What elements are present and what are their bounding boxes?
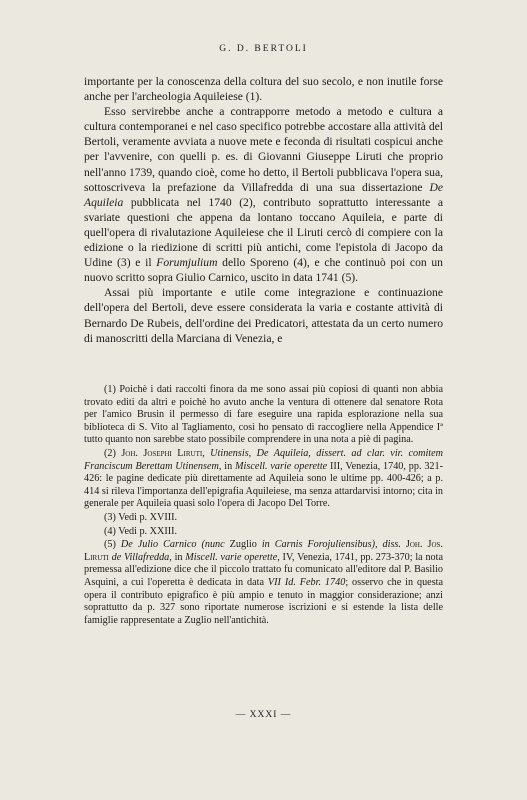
paragraph-3: Assai più importante e utile come integrazione e continuazione dell'opera del Bertoli, deve essere considerata la varia e costante attività di Bernardo De Rubeis, dell'ordine dei Predicatori, attestata da un certo numero di manoscritti della Marciana di Venezia, e xyxy=(84,286,443,345)
footnote-2-author: Joh. Josephi Liruti xyxy=(121,447,203,459)
footnote-2-in: , in xyxy=(218,460,236,472)
footnote-2-collection: Miscell. varie operette xyxy=(235,460,328,472)
footnote-5-title: De Julio Carnico (nunc xyxy=(120,539,225,551)
footnote-2 xyxy=(84,448,443,511)
running-head: G. D. BERTOLI xyxy=(219,44,308,54)
paragraph-2-part-c: dello Sporeno (4), e che continuò poi con un nuovo scritto sopra Giulio Carnico, uscito in data 1741 (5). xyxy=(84,256,443,285)
main-text xyxy=(84,74,443,346)
footnote-4: (4) Vedi p. XXIII. xyxy=(104,525,178,537)
footnote-3: (3) Vedi p. XVIII. xyxy=(104,511,178,523)
footnote-5-in: , in xyxy=(169,551,186,563)
footnote-5-author: Joh. Jos. Liruti xyxy=(84,539,443,563)
footnote-5-villafredda: de Villafredda xyxy=(111,551,170,563)
footnote-5-mid: , IV, Venezia, 1741, pp. 273-370; la nota premessa all'edizione dice che il piccolo trattato fu comunicato all'editore dal P. Basilio Asquini, a cui l'operetta è dedicata in data xyxy=(84,551,443,588)
paragraph-2-part-b: pubblicata nel 1740 (2), contributo soprattutto interessante a svariate questioni che appena da lontano toccano Aquileia, e parte di quell'opera di rivalutazione Aquileiese che il Liruti cercò di compiere con la edizione o la riedizione di scritti più antichi, come l'epistola di Jacopo da Udine (3) e il xyxy=(84,195,443,270)
footnote-1: (1) Poichè i dati raccolti finora da me sono assai più copiosi di quanti non abbia trovato editi da altri e poichè ho avuto anche la ventura di ottenere dal senatore Rota per l'amico Brusin il permesso di fare eseguire una rapida esplorazione nella sua biblioteca di S. Vito al Tagliamento, così ho pensato di raccogliere nella Appendice Iª tutto quanto non sarebbe stato possibile comprendere in una nota a piè di pagina. xyxy=(84,384,443,446)
footnote-5-title-cont: in Carnis Forojuliensibus), diss. xyxy=(261,539,401,551)
footnote-5 xyxy=(84,539,443,627)
title-de-aquileia: De Aquileia xyxy=(84,180,443,209)
footnote-2-title: Utinensis, De Aquileia, dissert. ad clar. vir. comitem Franciscum Berettam Utinensem xyxy=(84,447,443,472)
footnote-5-collection: Miscell. varie operette xyxy=(185,551,278,563)
paragraph-2 xyxy=(84,104,443,285)
footnotes xyxy=(84,384,443,628)
footnote-2-sep: , xyxy=(202,447,211,459)
footnote-5-zuglio: Zuglio xyxy=(224,539,262,551)
footnote-5-end: ; osservo che in questa opera il contributo epigrafico è più ampio e tenuto in maggior considerazione; anzi soprattutto da p. 327 sono riportate numerose iscrizioni e si estende la lista delle famiglie rappresentate a Zuglio nell'antichità. xyxy=(84,576,444,626)
title-forumjulium: Forumjulium xyxy=(156,256,218,270)
footnote-2-number: (2) xyxy=(104,447,122,459)
footnote-5-number: (5) xyxy=(104,539,121,551)
footnote-2-rest: III, Venezia, 1740, pp. 321-426: le pagine dedicate più direttamente ad Aquileia sono le ultime pp. 400-426; a p. 414 si rileva l'importanza dell'epigrafia Aquileiese, ma senza attardarvisi intorno; cita in generale per Aquileia quasi solo l'opera di Jacopo Del Torre. xyxy=(84,460,444,510)
paragraph-2-part-a: Esso servirebbe anche a contrapporre metodo a metodo e cultura a cultura contemporanei e nel caso specifico potrebbe accostare alla attività del Bertoli, veramente avviata a nuove mete e feconda di risultati cospicui anche per l'avvenire, con quelli p. es. di Giovanni Giuseppe Liruti che proprio nell'anno 1739, quando cioè, come ho detto, il Bertoli pubblicava l'opera sua, sottoscriveva la prefazione da Villafredda di una sua dissertazione xyxy=(84,105,443,194)
footnote-5-date: VII Id. Febr. 1740 xyxy=(267,576,346,588)
page-number: — XXXI — xyxy=(235,710,292,720)
paragraph-1: importante per la conoscenza della coltura del suo secolo, e non inutile forse anche per l'archeologia Aquileiese (1). xyxy=(84,75,443,104)
